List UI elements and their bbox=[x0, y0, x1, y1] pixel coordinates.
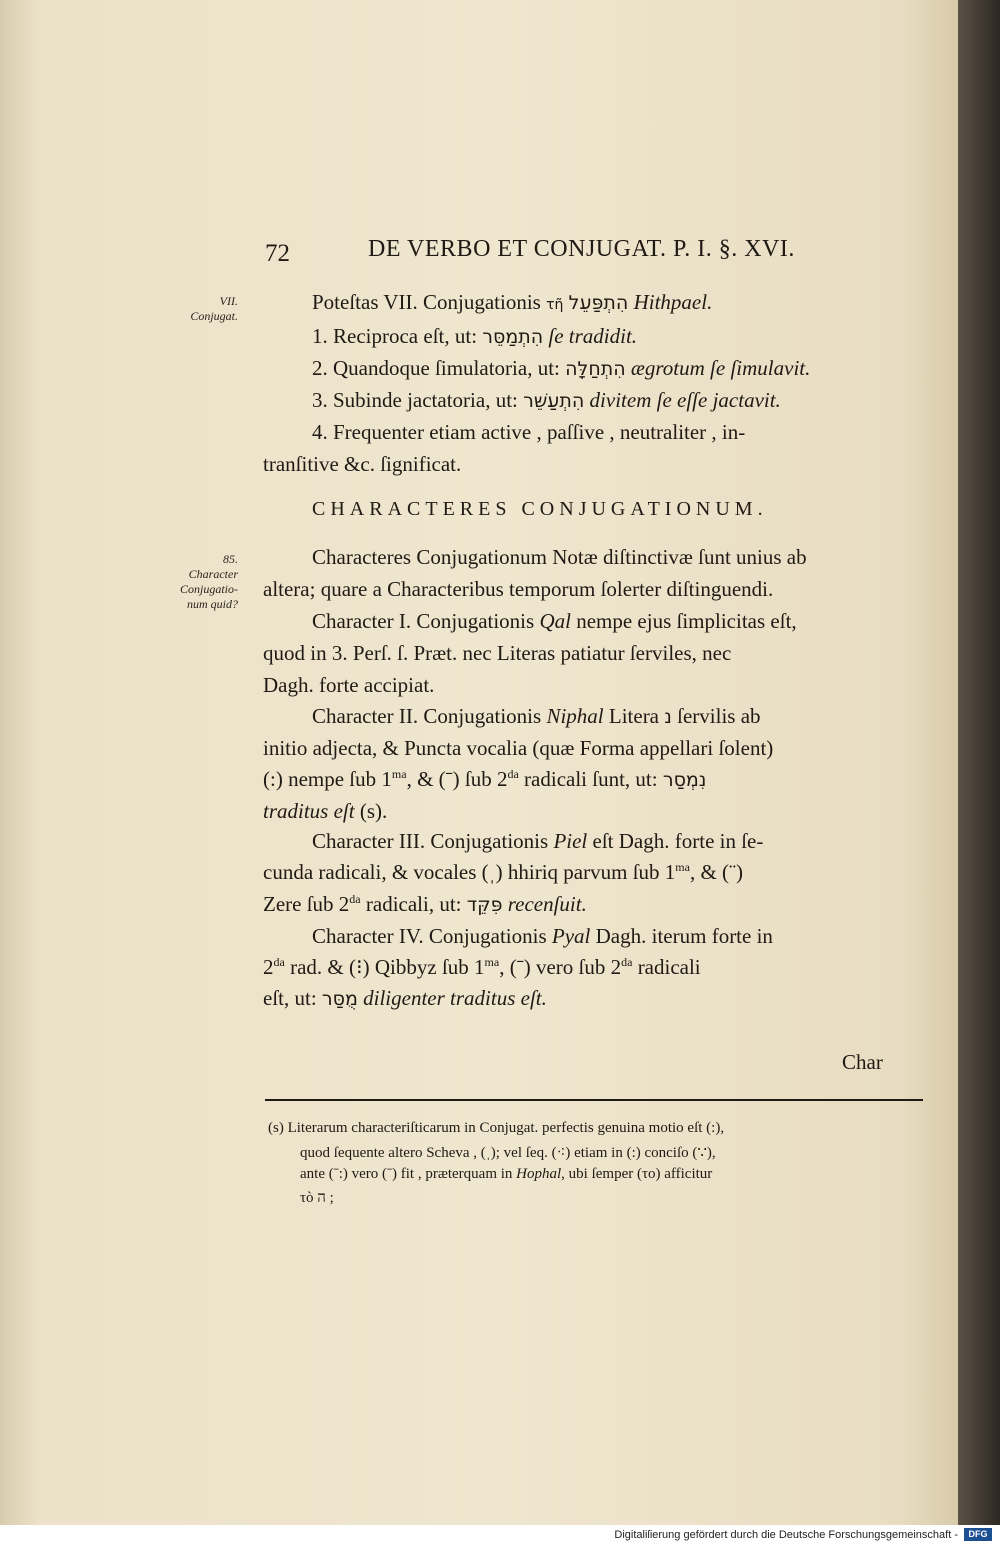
section-heading: CHARACTERES CONJUGATIONUM. bbox=[312, 498, 768, 520]
text: 2 bbox=[263, 955, 274, 979]
text-line bbox=[312, 388, 781, 413]
text: , ubi ſemper (τo) afficitur bbox=[561, 1166, 713, 1182]
hebrew-word: הִתְחַלָּה bbox=[565, 358, 626, 380]
italic-text: Niphal bbox=[546, 704, 604, 728]
text: Dagh. iterum forte in bbox=[595, 924, 773, 948]
text: (s). bbox=[359, 799, 388, 823]
text-line bbox=[312, 324, 637, 349]
margin-note-line: num quid? bbox=[187, 597, 238, 611]
italic-text: divitem ſe eſſe jactavit. bbox=[589, 388, 781, 412]
text: Character III. Conjugationis bbox=[312, 829, 549, 853]
hebrew-word: פִּקֵּד bbox=[466, 894, 503, 916]
italic-text: ſe tradidit. bbox=[548, 324, 638, 348]
superscript: ma bbox=[484, 955, 500, 969]
text-line bbox=[263, 799, 387, 824]
text-line bbox=[263, 986, 547, 1011]
text-line bbox=[263, 767, 706, 792]
greek-text: τῆ bbox=[546, 297, 564, 313]
italic-text: Hophal bbox=[516, 1166, 562, 1182]
text-line: 4. Frequenter etiam active , paſſive , neutraliter , in- bbox=[312, 420, 746, 444]
text-line bbox=[263, 955, 701, 980]
text: radicali, ut: bbox=[360, 892, 462, 916]
margin-note-line: Conjugatio- bbox=[179, 582, 238, 596]
italic-text: diligenter traditus eſt. bbox=[363, 986, 547, 1010]
margin-note-line: 85. bbox=[223, 552, 238, 566]
margin-note-vii bbox=[190, 294, 238, 324]
hebrew-word: הִתְמַסֵּר bbox=[482, 326, 544, 348]
margin-note-line: Character bbox=[188, 567, 238, 581]
italic-text: Piel bbox=[553, 829, 588, 853]
footnote-line: (s) Literarum characteriſticarum in Conjugat. perfectis genuina motio eſt (:), bbox=[268, 1120, 725, 1136]
text: rad. & (⁝) Qibbyz ſub 1 bbox=[284, 955, 485, 979]
italic-text: Hithpael. bbox=[633, 290, 713, 314]
italic-text: Qal bbox=[539, 609, 571, 633]
text-line bbox=[312, 829, 763, 854]
text-line: tranſitive &c. ſignificat. bbox=[263, 452, 462, 476]
page-number: 72 bbox=[265, 240, 290, 267]
text-line: quod in 3. Perſ. ſ. Præt. nec Literas patiatur ſerviles, nec bbox=[263, 641, 732, 665]
margin-note-line: VII. bbox=[219, 294, 238, 308]
text: (:) nempe ſub 1 bbox=[263, 767, 392, 791]
hebrew-word: מֻסַּר bbox=[321, 988, 358, 1010]
footnote-line: τò ה ; bbox=[300, 1190, 334, 1206]
text: radicali bbox=[632, 955, 701, 979]
hebrew-word: נִמְסַר bbox=[662, 769, 707, 791]
text: Litera bbox=[608, 704, 660, 728]
footnote-line: quod ſequente altero Scheva , (ˌ); vel ſeq. (⁖) etiam in (:) conciſo (∵), bbox=[300, 1145, 716, 1161]
text-line bbox=[312, 609, 797, 634]
footnote-line bbox=[300, 1166, 712, 1183]
text: 1. Reciproca eſt, ut: bbox=[312, 324, 478, 348]
footnote-rule bbox=[265, 1099, 923, 1101]
margin-note-line: Conjugat. bbox=[190, 309, 238, 323]
text: 2. Quandoque ſimulatoria, ut: bbox=[312, 356, 560, 380]
text-line bbox=[263, 860, 743, 885]
text: Character I. Conjugationis bbox=[312, 609, 535, 633]
italic-text: recenſuit. bbox=[507, 892, 587, 916]
text-line: initio adjecta, & Puncta vocalia (quæ Forma appellari ſolent) bbox=[263, 736, 774, 760]
running-title: DE VERBO ET CONJUGAT. P. I. §. XVI. bbox=[368, 236, 795, 262]
text-line bbox=[312, 924, 773, 949]
text: radicali ſunt, ut: bbox=[518, 767, 658, 791]
text: Character IV. Conjugationis bbox=[312, 924, 547, 948]
text: ſervilis ab bbox=[677, 704, 761, 728]
margin-note-85 bbox=[160, 552, 238, 612]
digitization-credit: Digitaliſierung gefördert durch die Deutsche Forschungsgemeinschaft - bbox=[614, 1529, 958, 1541]
text: cunda radicali, & vocales (ˌ) hhiriq parvum ſub 1 bbox=[263, 860, 676, 884]
text: Poteſtas VII. Conjugationis bbox=[312, 290, 541, 314]
superscript: da bbox=[349, 892, 361, 906]
text: , (ˉ) vero ſub 2 bbox=[499, 955, 622, 979]
italic-text: Pyal bbox=[551, 924, 591, 948]
text: , & (ˉ) ſub 2 bbox=[406, 767, 508, 791]
text-line: altera; quare a Characteribus temporum ſolerter diſtinguendi. bbox=[263, 577, 774, 601]
text: , & (¨) bbox=[689, 860, 744, 884]
text-line: Dagh. forte accipiat. bbox=[263, 673, 435, 697]
text: 3. Subinde jactatoria, ut: bbox=[312, 388, 518, 412]
text-line bbox=[312, 356, 810, 381]
superscript: da bbox=[273, 955, 285, 969]
superscript: da bbox=[507, 767, 519, 781]
superscript: ma bbox=[391, 767, 407, 781]
text: Character II. Conjugationis bbox=[312, 704, 542, 728]
text: Zere ſub 2 bbox=[263, 892, 350, 916]
text: eſt Dagh. forte in ſe- bbox=[592, 829, 764, 853]
text-line: Characteres Conjugationum Notæ diſtinctivæ ſunt unius ab bbox=[312, 545, 807, 569]
hebrew-word: הִתְעַשֵּׁר bbox=[523, 390, 585, 412]
text: eſt, ut: bbox=[263, 986, 317, 1010]
italic-text: ægrotum ſe ſimulavit. bbox=[630, 356, 811, 380]
italic-text: traditus eſt bbox=[263, 799, 355, 823]
book-edge bbox=[958, 0, 1000, 1525]
catchword: Char bbox=[842, 1050, 883, 1074]
superscript: da bbox=[621, 955, 633, 969]
text: ante (ˉ:) vero (ˉ) fit , præterquam in bbox=[300, 1166, 513, 1182]
text-line bbox=[263, 892, 587, 917]
hebrew-word: הִתְפַּעֵל bbox=[568, 292, 629, 314]
superscript: ma bbox=[675, 860, 690, 874]
dfg-logo: DFG bbox=[964, 1528, 992, 1541]
text: nempe ejus ſimplicitas eſt, bbox=[576, 609, 797, 633]
text-line bbox=[312, 290, 712, 315]
hebrew-letter: נ bbox=[664, 706, 672, 728]
text-line bbox=[312, 704, 761, 729]
